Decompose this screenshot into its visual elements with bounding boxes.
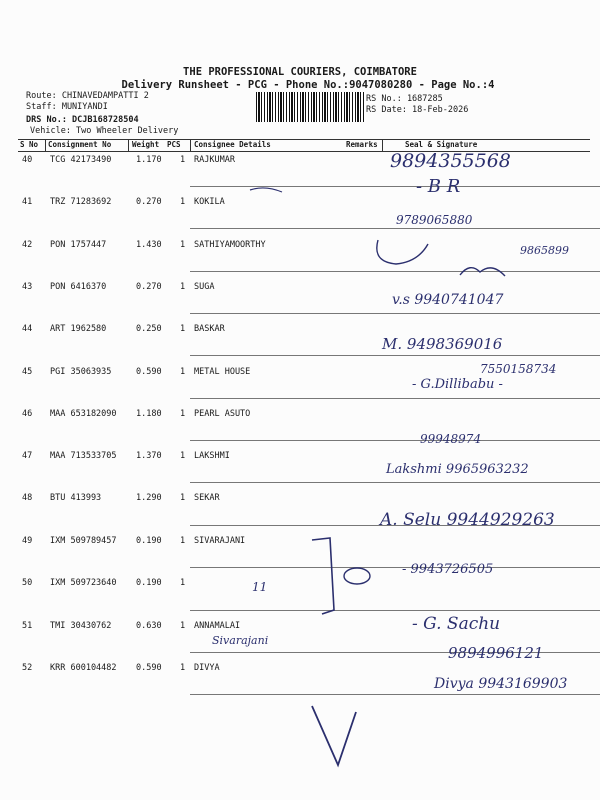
row-consignee: SIVARAJANI bbox=[194, 536, 246, 546]
row-pcs: 1 bbox=[180, 367, 186, 377]
pen-stroke bbox=[250, 188, 282, 192]
handwritten-phone: A. Selu 9944929263 bbox=[380, 510, 555, 530]
row-weight: 0.190 bbox=[136, 536, 162, 546]
pen-stroke bbox=[312, 538, 334, 614]
row-pcs: 1 bbox=[180, 155, 186, 165]
row-consignment: TRZ 71283692 bbox=[50, 197, 112, 207]
row-consignee: SEKAR bbox=[194, 493, 220, 503]
row-consignment: BTU 413993 bbox=[50, 493, 102, 503]
handwritten-phone: 9894355568 bbox=[390, 150, 511, 172]
handwritten-phone: 99948974 bbox=[420, 432, 482, 446]
col-pcs: PCS bbox=[167, 140, 181, 149]
row-consignee: KOKILA bbox=[194, 197, 225, 207]
handwritten-name: Sivarajani bbox=[212, 634, 269, 647]
row-consignment: KRR 600104482 bbox=[50, 663, 117, 673]
row-sno: 52 bbox=[22, 663, 33, 673]
row-weight: 0.270 bbox=[136, 282, 162, 292]
col-remarks: Remarks bbox=[346, 140, 378, 149]
row-sno: 43 bbox=[22, 282, 33, 292]
row-sno: 41 bbox=[22, 197, 33, 207]
col-signature: Seal & Signature bbox=[405, 140, 478, 149]
runsheet-title: Delivery Runsheet - PCG - Phone No.:9047080280 - Page No.:4 bbox=[121, 79, 495, 91]
pen-stroke bbox=[312, 706, 356, 765]
row-sno: 40 bbox=[22, 155, 33, 165]
row-pcs: 1 bbox=[180, 282, 186, 292]
row-consignment: ART 1962580 bbox=[50, 324, 107, 334]
row-pcs: 1 bbox=[180, 493, 186, 503]
company-title: THE PROFESSIONAL COURIERS, COIMBATORE bbox=[183, 66, 417, 78]
handwritten-mark: 11 bbox=[252, 580, 268, 594]
handwritten-phone: 9894996121 bbox=[448, 644, 544, 662]
row-sno: 47 bbox=[22, 451, 33, 461]
row-consignee: RAJKUMAR bbox=[194, 155, 235, 165]
row-weight: 0.250 bbox=[136, 324, 162, 334]
row-consignment: MAA 653182090 bbox=[50, 409, 117, 419]
row-consignment: PON 6416370 bbox=[50, 282, 107, 292]
row-weight: 1.370 bbox=[136, 451, 162, 461]
row-consignee: LAKSHMI bbox=[194, 451, 230, 461]
row-consignment: MAA 713533705 bbox=[50, 451, 117, 461]
row-consignee: SATHIYAMOORTHY bbox=[194, 240, 266, 250]
row-sno: 50 bbox=[22, 578, 33, 588]
row-sno: 48 bbox=[22, 493, 33, 503]
row-consignee: PEARL ASUTO bbox=[194, 409, 251, 419]
pen-stroke bbox=[377, 240, 428, 264]
row-consignment: TMI 30430762 bbox=[50, 621, 112, 631]
pen-stroke bbox=[344, 568, 370, 584]
col-weight: Weight bbox=[132, 140, 160, 149]
row-sno: 42 bbox=[22, 240, 33, 250]
route-label: Route: CHINAVEDAMPATTI 2 bbox=[26, 91, 149, 101]
row-pcs: 1 bbox=[180, 324, 186, 334]
row-consignee: DIVYA bbox=[194, 663, 220, 673]
row-consignee: METAL HOUSE bbox=[194, 367, 251, 377]
col-consignment: Consignment No bbox=[48, 140, 112, 149]
row-weight: 1.290 bbox=[136, 493, 162, 503]
handwritten-phone: 9789065880 bbox=[396, 213, 473, 227]
drs-number: DRS No.: DCJB168728504 bbox=[26, 115, 139, 125]
handwritten-signature: - G.Dillibabu - bbox=[412, 377, 503, 392]
row-consignment: IXM 509789457 bbox=[50, 536, 117, 546]
vehicle-label: Vehicle: Two Wheeler Delivery bbox=[30, 126, 179, 136]
handwritten-phone: Divya 9943169903 bbox=[434, 676, 568, 692]
handwritten-phone: - 9943726505 bbox=[402, 562, 494, 577]
pen-stroke bbox=[460, 268, 505, 276]
col-consignee: Consignee Details bbox=[194, 140, 271, 149]
row-pcs: 1 bbox=[180, 536, 186, 546]
handwritten-phone: 9865899 bbox=[520, 244, 569, 257]
handwritten-phone: Lakshmi 9965963232 bbox=[386, 462, 529, 477]
row-weight: 0.190 bbox=[136, 578, 162, 588]
row-pcs: 1 bbox=[180, 240, 186, 250]
row-sno: 49 bbox=[22, 536, 33, 546]
row-pcs: 1 bbox=[180, 663, 186, 673]
row-sno: 46 bbox=[22, 409, 33, 419]
handwritten-signature: - B R bbox=[416, 176, 461, 197]
rs-number: RS No.: 1687285 bbox=[366, 94, 443, 104]
row-sno: 44 bbox=[22, 324, 33, 334]
row-weight: 0.590 bbox=[136, 367, 162, 377]
col-sno: S No bbox=[20, 140, 39, 149]
row-consignee: ANNAMALAI bbox=[194, 621, 241, 631]
handwritten-phone: M. 9498369016 bbox=[382, 335, 503, 353]
rs-date: RS Date: 18-Feb-2026 bbox=[366, 105, 469, 115]
row-pcs: 1 bbox=[180, 621, 186, 631]
row-consignment: PON 1757447 bbox=[50, 240, 107, 250]
row-sno: 51 bbox=[22, 621, 33, 631]
row-weight: 1.430 bbox=[136, 240, 162, 250]
row-consignment: TCG 42173490 bbox=[50, 155, 112, 165]
row-pcs: 1 bbox=[180, 451, 186, 461]
row-pcs: 1 bbox=[180, 197, 186, 207]
row-pcs: 1 bbox=[180, 578, 186, 588]
handwritten-signature: - G. Sachu bbox=[412, 614, 501, 634]
row-weight: 0.590 bbox=[136, 663, 162, 673]
handwritten-phone: 7550158734 bbox=[480, 362, 557, 376]
row-consignee: SUGA bbox=[194, 282, 215, 292]
row-weight: 1.180 bbox=[136, 409, 162, 419]
row-sno: 45 bbox=[22, 367, 33, 377]
row-consignment: IXM 509723640 bbox=[50, 578, 117, 588]
row-consignee: BASKAR bbox=[194, 324, 225, 334]
staff-label: Staff: MUNIYANDI bbox=[26, 102, 108, 112]
row-weight: 0.270 bbox=[136, 197, 162, 207]
row-weight: 0.630 bbox=[136, 621, 162, 631]
row-weight: 1.170 bbox=[136, 155, 162, 165]
handwritten-phone: v.s 9940741047 bbox=[392, 292, 504, 308]
row-consignment: PGI 35063935 bbox=[50, 367, 112, 377]
row-pcs: 1 bbox=[180, 409, 186, 419]
